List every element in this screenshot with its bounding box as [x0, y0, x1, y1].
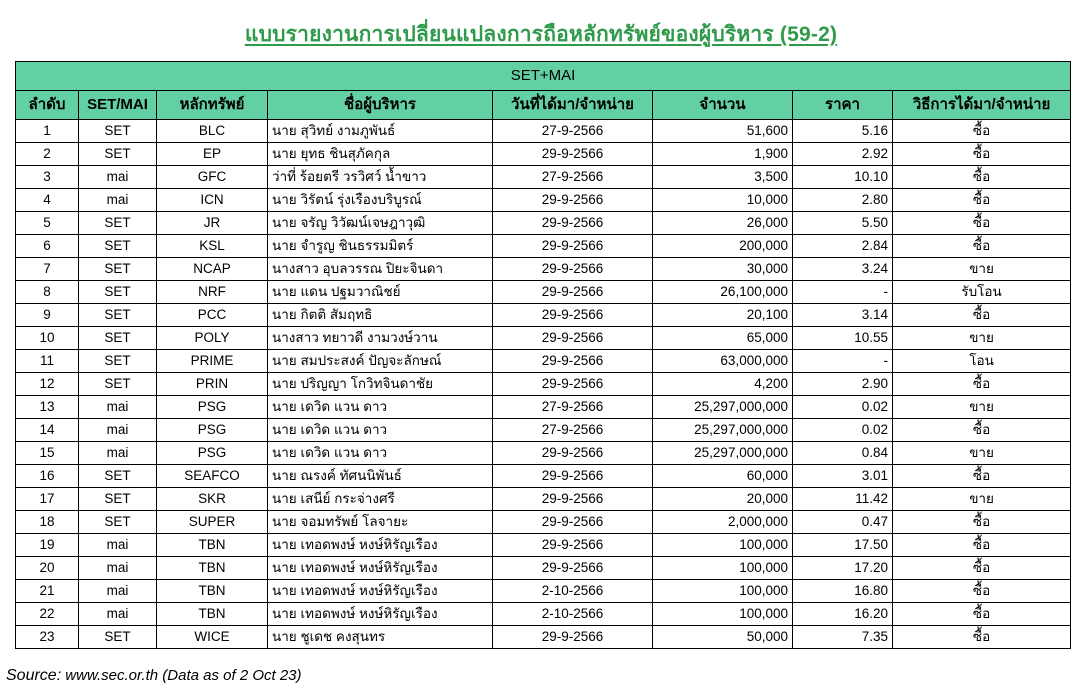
cell-col-market: SET	[79, 626, 157, 649]
cell-col-market: mai	[79, 396, 157, 419]
cell-col-index: 3	[16, 166, 79, 189]
cell-col-index: 13	[16, 396, 79, 419]
cell-col-volume: 20,100	[653, 304, 793, 327]
cell-col-executive-name: นางสาว ทยาวดี งามวงษ์วาน	[268, 327, 493, 350]
cell-col-volume: 3,500	[653, 166, 793, 189]
cell-col-index: 11	[16, 350, 79, 373]
cell-col-market: mai	[79, 580, 157, 603]
table-row	[16, 442, 1071, 465]
cell-col-date: 29-9-2566	[493, 258, 653, 281]
cell-col-index: 15	[16, 442, 79, 465]
cell-col-executive-name: นาย เสนีย์ กระจ่างศรี	[268, 488, 493, 511]
cell-col-executive-name: นาย ปริญญา โกวิทจินดาชัย	[268, 373, 493, 396]
cell-col-date: 2-10-2566	[493, 603, 653, 626]
cell-col-executive-name: นาย เทอดพงษ์ หงษ์หิรัญเรือง	[268, 557, 493, 580]
cell-col-market: SET	[79, 212, 157, 235]
cell-col-executive-name: นาย เทอดพงษ์ หงษ์หิรัญเรือง	[268, 534, 493, 557]
table-row	[16, 557, 1071, 580]
cell-col-volume: 65,000	[653, 327, 793, 350]
cell-col-price: 16.80	[793, 580, 893, 603]
table-row	[16, 465, 1071, 488]
source-label: Source:	[6, 667, 62, 684]
cell-col-date: 29-9-2566	[493, 212, 653, 235]
cell-col-index: 19	[16, 534, 79, 557]
cell-col-index: 5	[16, 212, 79, 235]
cell-col-method: ซื้อ	[893, 373, 1071, 396]
cell-col-method: ซื้อ	[893, 603, 1071, 626]
cell-col-volume: 26,100,000	[653, 281, 793, 304]
table-row	[16, 120, 1071, 143]
cell-col-price: -	[793, 350, 893, 373]
cell-col-price: 7.35	[793, 626, 893, 649]
cell-col-executive-name: นาย ณรงค์ ทัศนนิพันธ์	[268, 465, 493, 488]
cell-col-method: ซื้อ	[893, 143, 1071, 166]
table-row	[16, 373, 1071, 396]
cell-col-index: 10	[16, 327, 79, 350]
cell-col-market: mai	[79, 419, 157, 442]
cell-col-volume: 100,000	[653, 557, 793, 580]
cell-col-price: 0.02	[793, 419, 893, 442]
cell-col-method: ซื้อ	[893, 465, 1071, 488]
cell-col-executive-name: นาย จรัญ วิวัฒน์เจษฎาวุฒิ	[268, 212, 493, 235]
table-row	[16, 626, 1071, 649]
cell-col-volume: 51,600	[653, 120, 793, 143]
cell-col-price: 16.20	[793, 603, 893, 626]
table-row	[16, 580, 1071, 603]
cell-col-market: SET	[79, 258, 157, 281]
cell-col-volume: 60,000	[653, 465, 793, 488]
cell-col-method: ซื้อ	[893, 212, 1071, 235]
cell-col-method: ซื้อ	[893, 304, 1071, 327]
header-col-security: หลักทรัพย์	[157, 91, 268, 120]
report-title: แบบรายงานการเปลี่ยนแปลงการถือหลักทรัพย์ของผู้บริหาร (59-2)	[244, 23, 838, 46]
cell-col-index: 7	[16, 258, 79, 281]
cell-col-date: 29-9-2566	[493, 143, 653, 166]
cell-col-index: 4	[16, 189, 79, 212]
cell-col-index: 20	[16, 557, 79, 580]
cell-col-index: 16	[16, 465, 79, 488]
cell-col-date: 27-9-2566	[493, 166, 653, 189]
header-col-date: วันที่ได้มา/จำหน่าย	[493, 91, 653, 120]
cell-col-market: mai	[79, 442, 157, 465]
cell-col-security: GFC	[157, 166, 268, 189]
cell-col-volume: 30,000	[653, 258, 793, 281]
cell-col-volume: 63,000,000	[653, 350, 793, 373]
cell-col-security: JR	[157, 212, 268, 235]
cell-col-index: 8	[16, 281, 79, 304]
table-row	[16, 488, 1071, 511]
cell-col-price: 0.02	[793, 396, 893, 419]
cell-col-security: KSL	[157, 235, 268, 258]
table-row	[16, 304, 1071, 327]
cell-col-security: POLY	[157, 327, 268, 350]
cell-col-index: 6	[16, 235, 79, 258]
cell-col-market: mai	[79, 166, 157, 189]
cell-col-security: TBN	[157, 534, 268, 557]
cell-col-index: 9	[16, 304, 79, 327]
cell-col-method: ขาย	[893, 258, 1071, 281]
cell-col-executive-name: นาย เทอดพงษ์ หงษ์หิรัญเรือง	[268, 580, 493, 603]
cell-col-date: 29-9-2566	[493, 557, 653, 580]
cell-col-method: โอน	[893, 350, 1071, 373]
cell-col-method: รับโอน	[893, 281, 1071, 304]
cell-col-security: WICE	[157, 626, 268, 649]
cell-col-executive-name: ว่าที่ ร้อยตรี วรวิศว์ น้ำขาว	[268, 166, 493, 189]
cell-col-volume: 10,000	[653, 189, 793, 212]
cell-col-market: SET	[79, 488, 157, 511]
cell-col-security: PSG	[157, 396, 268, 419]
header-col-market: SET/MAI	[79, 91, 157, 120]
cell-col-method: ซื้อ	[893, 626, 1071, 649]
cell-col-executive-name: นาย สุวิทย์ งามภูพันธ์	[268, 120, 493, 143]
cell-col-market: SET	[79, 281, 157, 304]
cell-col-price: 10.55	[793, 327, 893, 350]
cell-col-market: SET	[79, 373, 157, 396]
cell-col-date: 29-9-2566	[493, 304, 653, 327]
cell-col-price: -	[793, 281, 893, 304]
cell-col-date: 29-9-2566	[493, 534, 653, 557]
cell-col-executive-name: นาย กิตติ สัมฤทธิ	[268, 304, 493, 327]
cell-col-executive-name: นาย ชูเดช คงสุนทร	[268, 626, 493, 649]
cell-col-date: 29-9-2566	[493, 235, 653, 258]
cell-col-method: ซื้อ	[893, 557, 1071, 580]
cell-col-method: ขาย	[893, 396, 1071, 419]
cell-col-price: 2.80	[793, 189, 893, 212]
cell-col-market: SET	[79, 304, 157, 327]
cell-col-price: 2.84	[793, 235, 893, 258]
cell-col-method: ขาย	[893, 327, 1071, 350]
cell-col-date: 29-9-2566	[493, 373, 653, 396]
cell-col-price: 0.47	[793, 511, 893, 534]
cell-col-date: 29-9-2566	[493, 465, 653, 488]
table-row	[16, 166, 1071, 189]
cell-col-executive-name: นาย จอมทรัพย์ โลจายะ	[268, 511, 493, 534]
cell-col-date: 27-9-2566	[493, 419, 653, 442]
cell-col-executive-name: นาย วิรัตน์ รุ่งเรืองบริบูรณ์	[268, 189, 493, 212]
cell-col-market: SET	[79, 465, 157, 488]
table-row	[16, 281, 1071, 304]
table-row	[16, 396, 1071, 419]
table-row	[16, 419, 1071, 442]
table-row	[16, 511, 1071, 534]
cell-col-security: NRF	[157, 281, 268, 304]
cell-col-price: 0.84	[793, 442, 893, 465]
cell-col-index: 18	[16, 511, 79, 534]
cell-col-index: 17	[16, 488, 79, 511]
cell-col-security: PRIN	[157, 373, 268, 396]
cell-col-security: PCC	[157, 304, 268, 327]
cell-col-index: 22	[16, 603, 79, 626]
cell-col-date: 29-9-2566	[493, 189, 653, 212]
table-row	[16, 212, 1071, 235]
cell-col-volume: 100,000	[653, 603, 793, 626]
table-row	[16, 327, 1071, 350]
cell-col-price: 10.10	[793, 166, 893, 189]
header-col-price: ราคา	[793, 91, 893, 120]
cell-col-market: SET	[79, 143, 157, 166]
header-col-executive-name: ชื่อผู้บริหาร	[268, 91, 493, 120]
cell-col-price: 2.92	[793, 143, 893, 166]
cell-col-method: ซื้อ	[893, 166, 1071, 189]
cell-col-price: 17.50	[793, 534, 893, 557]
cell-col-volume: 25,297,000,000	[653, 419, 793, 442]
column-header-row	[16, 91, 1071, 120]
cell-col-price: 17.20	[793, 557, 893, 580]
table-row	[16, 143, 1071, 166]
cell-col-market: SET	[79, 327, 157, 350]
cell-col-date: 29-9-2566	[493, 511, 653, 534]
table-row	[16, 350, 1071, 373]
cell-col-price: 5.16	[793, 120, 893, 143]
cell-col-volume: 100,000	[653, 534, 793, 557]
cell-col-date: 2-10-2566	[493, 580, 653, 603]
cell-col-security: TBN	[157, 557, 268, 580]
cell-col-executive-name: นาย ยุทธ ชินสุภัคกุล	[268, 143, 493, 166]
cell-col-security: TBN	[157, 580, 268, 603]
cell-col-market: mai	[79, 557, 157, 580]
cell-col-volume: 2,000,000	[653, 511, 793, 534]
table-row	[16, 258, 1071, 281]
cell-col-security: SUPER	[157, 511, 268, 534]
cell-col-volume: 25,297,000,000	[653, 442, 793, 465]
cell-col-executive-name: นาย สมประสงค์ ปัญจะลักษณ์	[268, 350, 493, 373]
cell-col-market: SET	[79, 350, 157, 373]
cell-col-volume: 25,297,000,000	[653, 396, 793, 419]
cell-col-date: 29-9-2566	[493, 442, 653, 465]
cell-col-executive-name: นาย เดวิด แวน ดาว	[268, 396, 493, 419]
cell-col-date: 27-9-2566	[493, 120, 653, 143]
cell-col-security: BLC	[157, 120, 268, 143]
cell-col-security: EP	[157, 143, 268, 166]
cell-col-market: mai	[79, 534, 157, 557]
cell-col-method: ขาย	[893, 442, 1071, 465]
cell-col-executive-name: นาย เดวิด แวน ดาว	[268, 442, 493, 465]
table-row	[16, 534, 1071, 557]
cell-col-date: 29-9-2566	[493, 488, 653, 511]
cell-col-volume: 4,200	[653, 373, 793, 396]
cell-col-price: 2.90	[793, 373, 893, 396]
cell-col-price: 11.42	[793, 488, 893, 511]
cell-col-method: ซื้อ	[893, 120, 1071, 143]
header-col-volume: จำนวน	[653, 91, 793, 120]
cell-col-index: 12	[16, 373, 79, 396]
cell-col-volume: 100,000	[653, 580, 793, 603]
cell-col-security: PSG	[157, 442, 268, 465]
executive-holdings-table	[15, 61, 1071, 649]
cell-col-index: 21	[16, 580, 79, 603]
cell-col-method: ซื้อ	[893, 419, 1071, 442]
cell-col-market: mai	[79, 603, 157, 626]
cell-col-date: 27-9-2566	[493, 396, 653, 419]
cell-col-executive-name: นาย เทอดพงษ์ หงษ์หิรัญเรือง	[268, 603, 493, 626]
cell-col-executive-name: นาย จำรูญ ชินธรรมมิตร์	[268, 235, 493, 258]
cell-col-market: mai	[79, 189, 157, 212]
cell-col-index: 23	[16, 626, 79, 649]
cell-col-security: NCAP	[157, 258, 268, 281]
cell-col-volume: 1,900	[653, 143, 793, 166]
cell-col-date: 29-9-2566	[493, 350, 653, 373]
header-col-index: ลำดับ	[16, 91, 79, 120]
cell-col-index: 1	[16, 120, 79, 143]
market-band-header: SET+MAI	[16, 62, 1071, 91]
source-note	[6, 667, 302, 685]
cell-col-date: 29-9-2566	[493, 327, 653, 350]
cell-col-volume: 50,000	[653, 626, 793, 649]
table-row	[16, 603, 1071, 626]
cell-col-date: 29-9-2566	[493, 281, 653, 304]
header-col-method: วิธีการได้มา/จำหน่าย	[893, 91, 1071, 120]
cell-col-security: SEAFCO	[157, 465, 268, 488]
cell-col-method: ซื้อ	[893, 235, 1071, 258]
cell-col-method: ซื้อ	[893, 580, 1071, 603]
source-text: www.sec.or.th (Data as of 2 Oct 23)	[61, 667, 302, 684]
cell-col-method: ซื้อ	[893, 189, 1071, 212]
cell-col-index: 14	[16, 419, 79, 442]
cell-col-security: PRIME	[157, 350, 268, 373]
cell-col-security: ICN	[157, 189, 268, 212]
table-body	[16, 120, 1071, 649]
cell-col-volume: 200,000	[653, 235, 793, 258]
table-row	[16, 235, 1071, 258]
cell-col-price: 3.24	[793, 258, 893, 281]
table-row	[16, 189, 1071, 212]
cell-col-price: 3.14	[793, 304, 893, 327]
cell-col-security: SKR	[157, 488, 268, 511]
cell-col-method: ขาย	[893, 488, 1071, 511]
cell-col-date: 29-9-2566	[493, 626, 653, 649]
cell-col-index: 2	[16, 143, 79, 166]
cell-col-executive-name: นางสาว อุบลวรรณ ปิยะจินดา	[268, 258, 493, 281]
cell-col-method: ซื้อ	[893, 534, 1071, 557]
cell-col-executive-name: นาย แดน ปฐมวาณิชย์	[268, 281, 493, 304]
cell-col-volume: 20,000	[653, 488, 793, 511]
cell-col-security: TBN	[157, 603, 268, 626]
cell-col-method: ซื้อ	[893, 511, 1071, 534]
cell-col-market: SET	[79, 235, 157, 258]
cell-col-executive-name: นาย เดวิด แวน ดาว	[268, 419, 493, 442]
cell-col-price: 3.01	[793, 465, 893, 488]
cell-col-market: SET	[79, 120, 157, 143]
cell-col-market: SET	[79, 511, 157, 534]
cell-col-price: 5.50	[793, 212, 893, 235]
cell-col-volume: 26,000	[653, 212, 793, 235]
cell-col-security: PSG	[157, 419, 268, 442]
